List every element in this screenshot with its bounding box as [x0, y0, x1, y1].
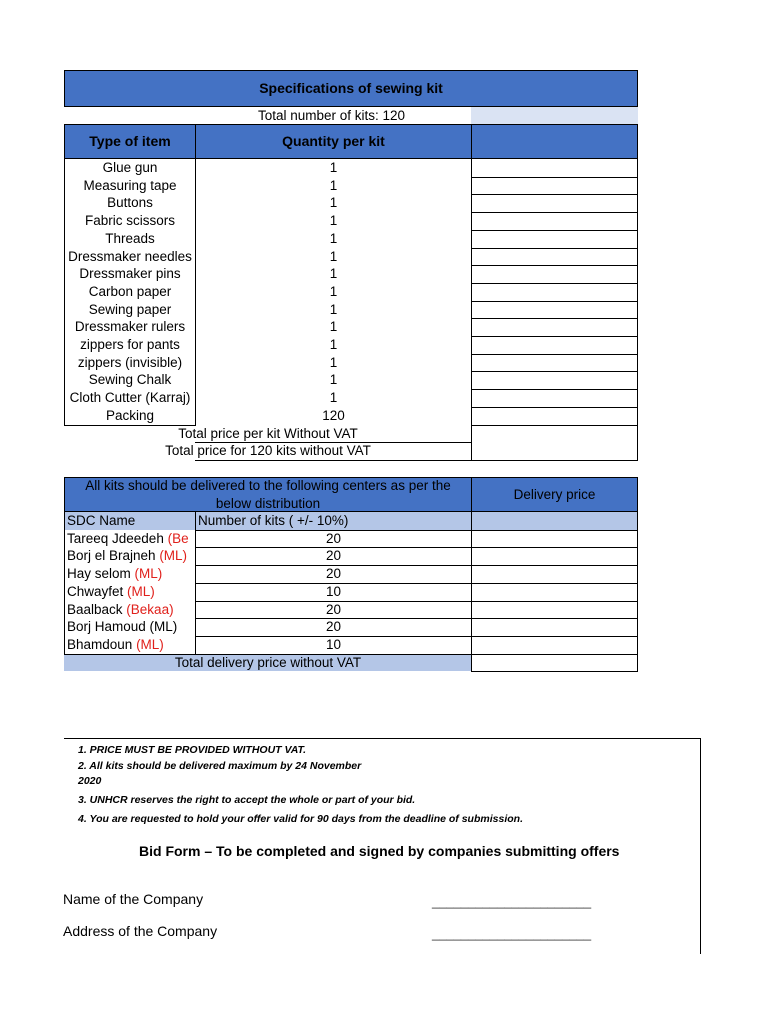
note-2: 2. All kits should be delivered maximum by 24 November — [78, 760, 362, 772]
total-kits-text: Total number of kits: 120 — [257, 108, 406, 123]
row-divider — [195, 565, 638, 566]
spec-title: Specifications of sewing kit — [259, 80, 443, 96]
row-divider — [195, 583, 638, 584]
row-divider — [195, 618, 638, 619]
note-4: 4. You are requested to hold your offer valid for 90 days from the deadline of submission. — [78, 813, 523, 825]
total-price-per-kit: Total price per kit Without VAT — [178, 425, 358, 441]
grid-line — [64, 512, 65, 654]
row-divider — [471, 230, 638, 231]
sdc-kits: 10 — [325, 636, 342, 652]
item-qty: 1 — [329, 283, 338, 299]
sdc-kits: 20 — [325, 619, 342, 635]
grid-line — [471, 512, 472, 671]
item-qty: 1 — [329, 177, 338, 193]
sdc-name — [67, 547, 194, 564]
row-divider — [195, 636, 638, 637]
row-divider — [471, 177, 638, 178]
note-3: 3. UNHCR reserves the right to accept the whole or part of your bid. — [78, 794, 416, 806]
grid-line — [637, 512, 638, 671]
item-name: Sewing paper — [88, 301, 172, 317]
company-address-field[interactable]: ______________________ — [432, 926, 592, 941]
sdc-name-text: Baalback — [67, 601, 127, 617]
item-name: Dressmaker needles — [68, 248, 192, 264]
item-name: Cloth Cutter (Karraj) — [69, 390, 191, 406]
item-qty: 1 — [329, 248, 338, 264]
sdc-kits: 20 — [325, 548, 342, 564]
item-name: Glue gun — [102, 160, 158, 175]
sdc-region: (ML) — [159, 548, 188, 564]
sdc-region: (ML) — [127, 583, 155, 599]
item-name: Buttons — [107, 195, 153, 211]
item-name: zippers for pants — [80, 337, 180, 352]
sdc-name — [67, 583, 194, 600]
sdc-name — [67, 636, 194, 653]
sdc-name-header: SDC Name — [67, 513, 136, 528]
row-divider — [471, 283, 638, 284]
col-header-type-label: Type of item — [89, 133, 171, 149]
item-name: Sewing Chalk — [88, 372, 172, 388]
grid-line — [637, 159, 638, 461]
grid-line — [195, 654, 638, 655]
sdc-name-text: Chwayfet — [67, 583, 128, 599]
item-name: Packing — [105, 407, 155, 423]
company-name-field[interactable]: ______________________ — [432, 894, 592, 909]
delivery-col-header-bg — [64, 512, 638, 530]
item-qty: 1 — [329, 213, 338, 229]
item-qty: 1 — [329, 160, 338, 175]
sdc-name-text: Tareeq Jdeedeh — [67, 530, 168, 546]
delivery-header-line2: below distribution — [215, 496, 321, 511]
col-header-price — [471, 124, 638, 159]
item-name: zippers (invisible) — [77, 354, 183, 370]
col-header-qty-label: Quantity per kit — [282, 133, 385, 149]
notes-top-border — [64, 738, 701, 739]
item-qty: 1 — [329, 390, 338, 406]
kits-header: Number of kits ( +/- 10%) — [198, 513, 349, 528]
sdc-kits: 20 — [325, 566, 342, 582]
row-divider — [195, 601, 638, 602]
row-divider — [471, 407, 638, 408]
row-divider — [471, 301, 638, 302]
note-1: 1. PRICE MUST BE PROVIDED WITHOUT VAT. — [78, 744, 307, 756]
sdc-kits: 10 — [325, 583, 342, 599]
item-name: Dressmaker rulers — [74, 319, 186, 335]
company-address-label: Address of the Company — [63, 923, 218, 939]
sdc-name — [67, 565, 194, 582]
sdc-name-text: Hay selom — [67, 566, 135, 582]
sdc-kits: 20 — [325, 530, 342, 546]
item-qty: 1 — [329, 337, 338, 352]
row-divider — [471, 212, 638, 213]
row-divider — [471, 389, 638, 390]
notes-right-border — [700, 738, 701, 954]
grid-line — [64, 159, 65, 425]
grid-line — [471, 159, 472, 461]
item-qty: 1 — [329, 301, 338, 317]
row-divider — [195, 547, 638, 548]
item-qty: 1 — [329, 195, 338, 211]
sdc-region: (Be — [167, 530, 189, 546]
sdc-name-text: Borj el Brajneh — [67, 548, 160, 564]
item-qty: 1 — [329, 354, 338, 370]
grid-line — [195, 512, 196, 654]
item-name: Carbon paper — [88, 283, 172, 299]
item-qty: 120 — [322, 407, 345, 423]
item-name: Threads — [105, 230, 155, 246]
item-qty: 1 — [329, 266, 338, 282]
row-divider — [471, 425, 638, 426]
row-divider — [471, 318, 638, 319]
delivery-total-label: Total delivery price without VAT — [174, 654, 362, 670]
grid-line — [64, 654, 196, 655]
row-divider — [471, 371, 638, 372]
row-divider — [471, 336, 638, 337]
grid-line — [195, 159, 196, 425]
total-price-all-kits: Total price for 120 kits without VAT — [165, 443, 371, 458]
delivery-price-label: Delivery price — [513, 487, 596, 502]
note-2-cont: 2020 — [78, 775, 102, 787]
row-divider — [471, 354, 638, 355]
grid-line — [471, 671, 638, 672]
item-name: Fabric scissors — [84, 213, 175, 229]
grid-line — [195, 460, 638, 461]
sdc-region: (ML) — [136, 636, 164, 652]
item-name: Dressmaker pins — [79, 266, 181, 282]
item-qty: 1 — [329, 319, 338, 335]
row-divider — [471, 194, 638, 195]
item-qty: 1 — [329, 230, 338, 246]
row-divider — [195, 530, 638, 531]
sdc-kits: 20 — [325, 601, 342, 617]
sdc-name-text: Borj Hamoud (ML) — [67, 619, 178, 635]
delivery-header-line1: All kits should be delivered to the following centers as per the — [85, 478, 451, 493]
row-divider — [471, 265, 638, 266]
row-divider — [471, 248, 638, 249]
bid-form-title: Bid Form – To be completed and signed by companies submitting offers — [139, 843, 620, 859]
company-name-label: Name of the Company — [63, 891, 204, 907]
sdc-region: (Bekaa) — [126, 601, 174, 617]
sdc-name — [67, 530, 194, 547]
sdc-name-text: Bhamdoun — [67, 636, 137, 652]
sdc-name — [67, 601, 194, 618]
item-name: Measuring tape — [83, 177, 177, 193]
sdc-region: (ML) — [134, 566, 163, 582]
item-qty: 1 — [329, 372, 338, 388]
sdc-name — [67, 618, 194, 635]
